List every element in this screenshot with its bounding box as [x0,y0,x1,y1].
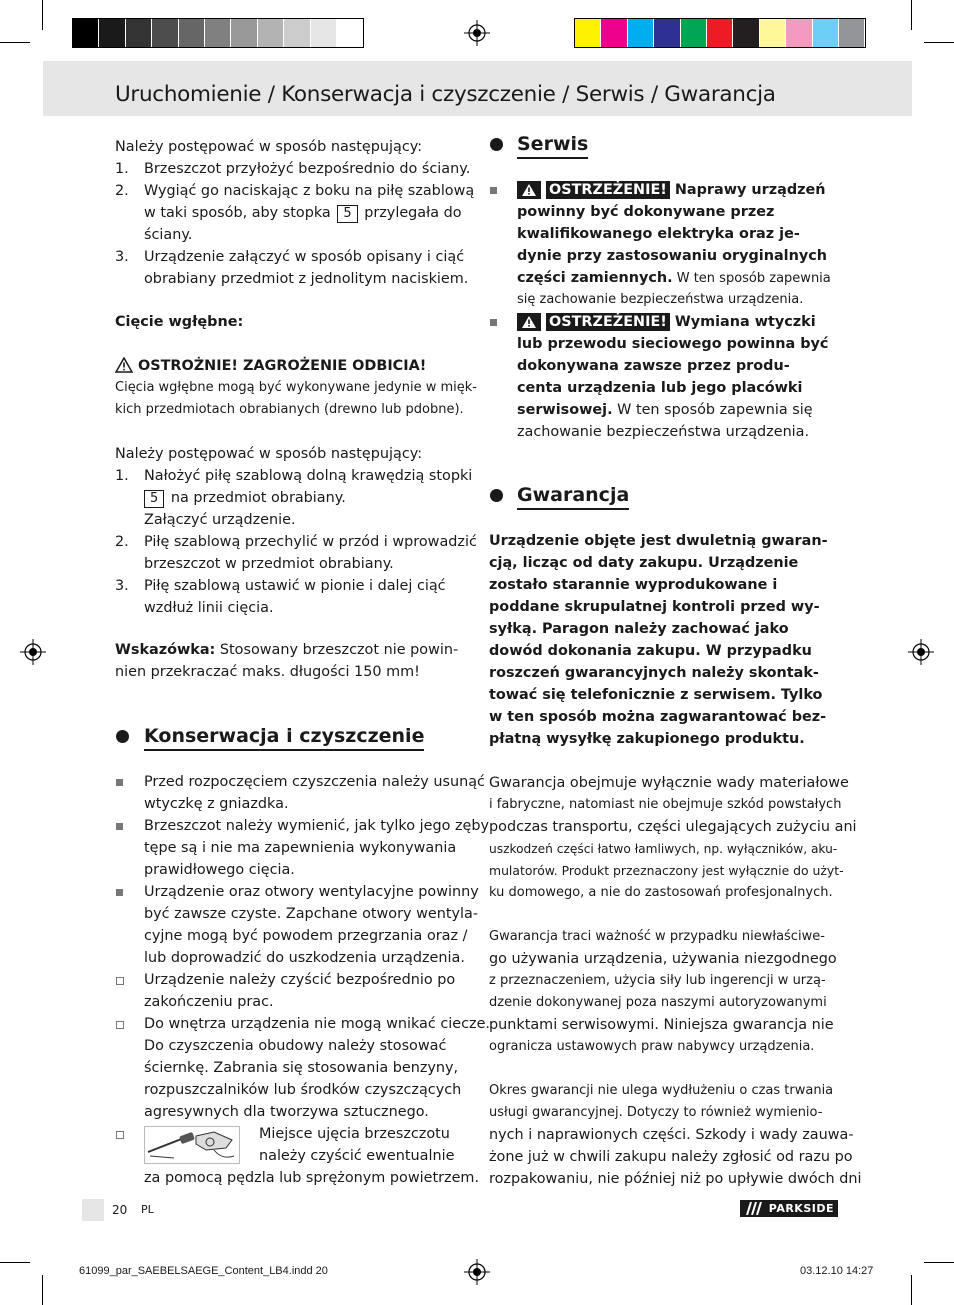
brand-logo: PARKSIDE [740,1200,838,1217]
crop-mark [924,42,954,43]
warning-text: się zachowanie bezpieczeństwa urządzenia. [517,292,804,307]
language-code: PL [141,1203,154,1216]
list-item: Do wnętrza urządzenia nie mogą wnikać ciecze. [144,1016,491,1032]
color-swatch [654,19,680,47]
color-swatch [681,19,707,47]
list-item: tępe są i nie ma zapewnienia wykonywania [144,840,457,856]
gray-swatch [258,19,284,47]
warning-label: OSTRZEŻENIE! [546,313,670,331]
warranty-text: go używania urządzenia, używania niezgodnego [489,951,837,967]
warranty-text: Gwarancja traci ważność w przypadku niewłaściwe- [489,929,825,944]
warning-triangle-badge [517,313,541,331]
registration-mark-icon [908,639,934,665]
step-number: 1. [115,161,129,177]
warranty-text: ogranicza ustawowych praw nabywcy urządzenia. [489,1039,815,1054]
warranty-text: i fabryczne, natomiast nie obejmuje szkód powstałych [489,797,842,812]
step-text: Piłę szablową przechylić w przód i wprowadzić [144,534,477,550]
blade-clamp-illustration [144,1126,240,1164]
warning-triangle-badge [517,181,541,199]
part-ref: 5 [337,205,357,223]
list-item: zakończeniu prac. [144,994,274,1010]
note-text: nien przekraczać maks. długości 150 mm! [115,664,420,680]
list-item: prawidłowego cięcia. [144,862,295,878]
brand-stripes-icon [744,1202,762,1215]
gray-swatch [179,19,205,47]
section-bullet-icon [490,489,503,502]
color-swatch [575,19,601,47]
warranty-bold-text: tować się telefonicznie z serwisem. Tylko [489,687,823,703]
step-number: 2. [115,534,129,550]
warning-text: powinny być dokonywane przez [517,204,775,220]
step-text: 5 na przedmiot obrabiany. [144,487,346,509]
registration-mark-icon [464,1259,490,1285]
warranty-text: mulatorów. Produkt przeznaczony jest wyłącznie do użyt- [489,863,844,878]
gray-swatch [99,19,125,47]
warning-text: OSTRZEŻENIE! Naprawy urządzeń [517,179,826,201]
warning-text: serwisowej. W ten sposób zapewnia się [517,402,813,418]
warning-text: lub przewodu sieciowego powinna być [517,336,829,352]
step-number: 2. [115,183,129,199]
color-swatch [601,19,627,47]
gray-swatch [337,19,363,47]
crop-mark [911,0,912,30]
warranty-bold-text: zostało starannie wyprodukowane i [489,577,778,593]
warning-triangle-icon [521,315,537,329]
warning-text: centa urządzenia lub jego placówki [517,380,803,396]
part-ref: 5 [144,490,164,508]
list-item: lub doprowadzić do uszkodzenia urządzenia. [144,950,465,966]
timestamp: 03.12.10 14:27 [800,1265,874,1277]
bullet-icon [116,823,123,830]
section-bullet-icon [116,730,129,743]
bullet-icon [116,977,124,985]
crop-mark [0,42,30,43]
section-bullet-icon [490,138,503,151]
warning-text: OSTRZEŻENIE! Wymiana wtyczki [517,311,816,333]
section-title-gwarancja: Gwarancja [517,484,629,506]
bullet-icon [116,779,123,786]
step-text: w taki sposób, aby stopka 5 przylegała do [144,205,462,221]
crop-mark [924,1262,954,1263]
gray-swatch [73,19,99,47]
color-swatch [786,19,812,47]
caution-label: OSTROŻNIE! ZAGROŻENIE ODBICIA! [115,355,426,377]
grayscale-bar [72,18,364,48]
registration-mark-icon [464,20,490,46]
list-item: należy czyścić ewentualnie [259,1148,455,1164]
warranty-text: usługi gwarancyjnej. Dotyczy to również wymienio- [489,1105,823,1120]
step-text: Załączyć urządzenie. [144,512,296,528]
intro-text: Należy postępować w sposób następujący: [115,139,423,155]
warning-triangle-icon [115,357,133,373]
bullet-icon [490,187,497,194]
list-item: Przed rozpoczęciem czyszczenia należy usunąć [144,774,485,790]
warranty-bold-text: w ten sposób można zagwarantować bez- [489,709,827,725]
warranty-bold-text: dowód dokonania zakupu. W przypadku [489,643,812,659]
warning-label: OSTRZEŻENIE! [546,181,670,199]
gray-swatch [126,19,152,47]
step-text: Piłę szablową ustawić w pionie i dalej ciąć [144,578,446,594]
plunge-heading: Cięcie wgłębne: [115,314,244,330]
warranty-text: podczas transportu, części ulegających zużyciu ani [489,819,857,835]
step-text: Urządzenie załączyć w sposób opisany i ciąć [144,249,465,265]
color-swatch [839,19,865,47]
note-text: Wskazówka: Stosowany brzeszczot nie powin- [115,642,459,658]
warranty-bold-text: poddane skrupulatnej kontroli przed wy- [489,599,820,615]
list-item: Urządzenie należy czyścić bezpośrednio po [144,972,456,988]
warranty-bold-text: Urządzenie objęte jest dwuletnią gwaran- [489,533,828,549]
step-text: ściany. [144,227,193,243]
warranty-text: żone już w chwili zakupu należy zgłosić od razu po [489,1149,853,1165]
warranty-text: Gwarancja obejmuje wyłącznie wady materiałowe [489,775,849,791]
bullet-icon [116,889,123,896]
color-swatch [813,19,839,47]
caution-text: kich przedmiotach obrabianych (drewno lub pdobne). [115,402,464,417]
file-info: 61099_par_SAEBELSAEGE_Content_LB4.indd 20 [79,1265,328,1277]
page-number-box [82,1199,104,1221]
color-swatch [707,19,733,47]
color-swatch [628,19,654,47]
warning-text: części zamiennych. W ten sposób zapewnia [517,270,831,286]
crop-mark [42,0,43,30]
gray-swatch [231,19,257,47]
list-item: Miejsce ujęcia brzeszczotu [259,1126,450,1142]
bullet-icon [490,319,497,326]
step-text: Wygiąć go naciskając z boku na piłę szablową [144,183,475,199]
warranty-text: ku domowego, a nie do zastosowań profesjonalnych. [489,885,833,900]
list-item: agresywnych dla tworzywa sztucznego. [144,1104,429,1120]
crop-mark [0,1262,30,1263]
warning-triangle-icon [521,183,537,197]
warranty-bold-text: roszczeń gwarancyjnych należy skontak- [489,665,819,681]
registration-mark-icon [20,639,46,665]
step-text: Nałożyć piłę szablową dolną krawędzią stopki [144,468,473,484]
warranty-text: punktami serwisowymi. Niniejsza gwarancja nie [489,1017,834,1033]
section-title-konserwacja: Konserwacja i czyszczenie [144,725,424,747]
step-text: obrabiany przedmiot z jednolitym naciskiem. [144,271,469,287]
color-swatch [760,19,786,47]
gray-swatch [205,19,231,47]
list-item: być zawsze czyste. Zapchane otwory wentyla- [144,906,479,922]
list-item: Urządzenie oraz otwory wentylacyjne powinny [144,884,479,900]
intro-text: Należy postępować w sposób następujący: [115,446,423,462]
gray-swatch [311,19,337,47]
bullet-icon [116,1021,124,1029]
warning-text: dynie przy zastosowaniu oryginalnych [517,248,827,264]
gray-swatch [152,19,178,47]
list-item: cyjne mogą być powodem przegrzania oraz / [144,928,468,944]
caution-text: Cięcia wgłębne mogą być wykonywane jedynie w mięk- [115,380,477,395]
step-text: Brzeszczot przyłożyć bezpośrednio do ściany. [144,161,471,177]
warranty-bold-text: syłką. Paragon należy zachować jako [489,621,789,637]
process-color-bar [574,18,866,48]
bullet-icon [116,1131,124,1139]
crop-mark [911,1275,912,1305]
step-number: 3. [115,249,129,265]
step-text: wzdłuż linii cięcia. [144,600,274,616]
crop-mark [42,1275,43,1305]
warranty-text: rozpakowaniu, nie później niż po upływie dwóch dni [489,1171,862,1187]
warranty-text: z przeznaczeniem, użycia siły lub ingerencji w urzą- [489,973,826,988]
step-number: 1. [115,468,129,484]
warning-text: dokonywana zawsze przez produ- [517,358,790,374]
list-item: za pomocą pędzla lub sprężonym powietrzem. [144,1170,480,1186]
page-title: Uruchomienie / Konserwacja i czyszczenie / Serwis / Gwarancja [115,82,776,107]
warranty-text: nych i naprawionych części. Szkody i wady zauwa- [489,1127,854,1143]
warranty-text: uszkodzeń części łatwo łamliwych, np. wyłączników, aku- [489,842,838,856]
page-number: 20 [112,1203,128,1217]
warranty-bold-text: cją, licząc od daty zakupu. Urządzenie [489,555,799,571]
gray-swatch [284,19,310,47]
warning-text: zachowanie bezpieczeństwa urządzenia. [517,424,810,440]
warning-text: kwalifikowanego elektryka oraz je- [517,226,800,242]
warranty-text: dzenie dokonywanej poza naszymi autoryzowanymi [489,995,827,1010]
warranty-text: Okres gwarancji nie ulega wydłużeniu o czas trwania [489,1083,834,1098]
step-text: brzeszczot w przedmiot obrabiany. [144,556,394,572]
color-swatch [733,19,759,47]
step-number: 3. [115,578,129,594]
warranty-bold-text: płatną wysyłkę zakupionego produktu. [489,731,805,747]
list-item: Brzeszczot należy wymienić, jak tylko jego zęby [144,818,490,834]
section-title-serwis: Serwis [517,133,588,155]
list-item: Do czyszczenia obudowy należy stosować [144,1038,447,1054]
list-item: ściernkę. Zabrania się stosowania benzyny, [144,1060,459,1076]
list-item: rozpuszczalników lub środków czyszczących [144,1082,462,1098]
list-item: wtyczkę z gniazdka. [144,796,289,812]
